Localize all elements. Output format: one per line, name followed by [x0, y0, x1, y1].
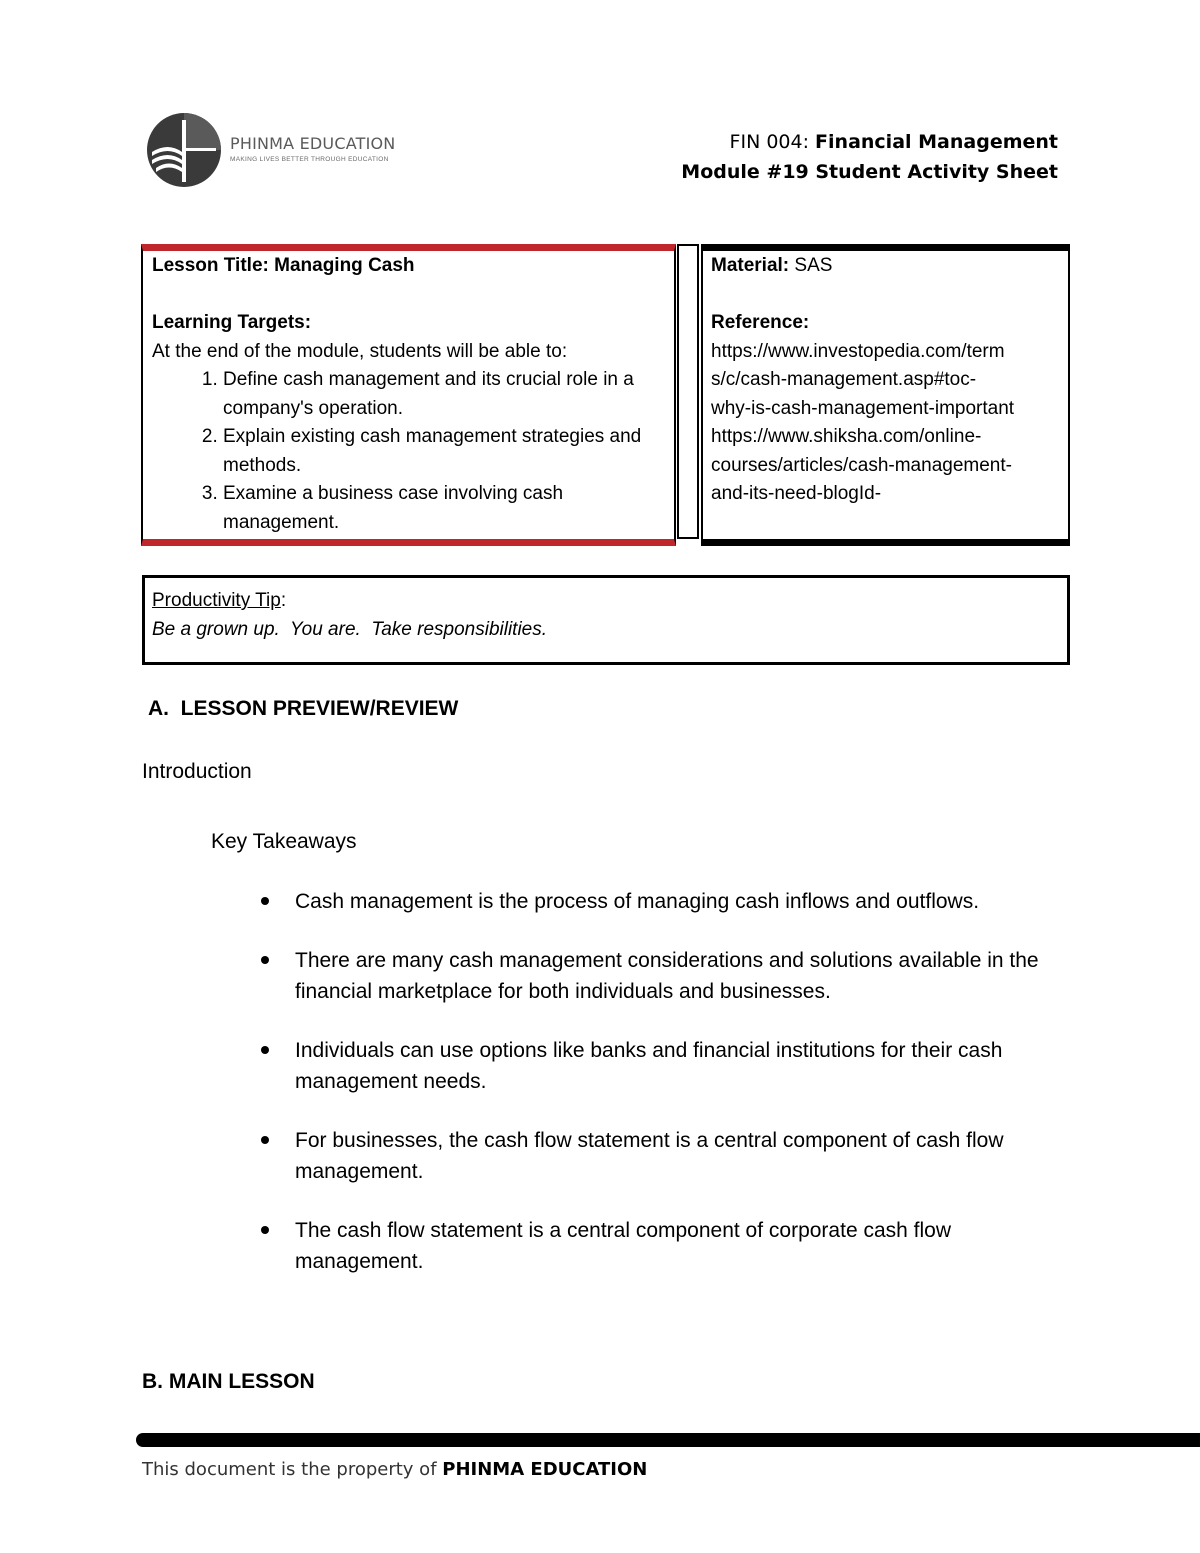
- bullet-icon: [261, 1136, 269, 1144]
- reference-line[interactable]: https://www.shiksha.com/online-: [711, 426, 982, 447]
- logo-tagline: MAKING LIVES BETTER THROUGH EDUCATION: [230, 156, 389, 163]
- footer-divider: [136, 1433, 1200, 1447]
- lesson-title-value: Managing Cash: [274, 255, 415, 276]
- material-content: [711, 252, 1066, 509]
- takeaway-item: [261, 1125, 1051, 1187]
- reference-line[interactable]: and-its-need-blogId-: [711, 483, 882, 504]
- logo-name: PHINMA EDUCATION: [230, 134, 396, 153]
- takeaway-text: Individuals can use options like banks and financial institutions for their cash management needs.: [295, 1039, 1003, 1093]
- learning-targets-list: [152, 366, 672, 537]
- footer: [142, 1459, 647, 1480]
- footer-owner: PHINMA EDUCATION: [442, 1459, 648, 1480]
- bullet-icon: [261, 1046, 269, 1054]
- takeaway-text: Cash management is the process of managing cash inflows and outflows.: [295, 890, 980, 913]
- takeaway-item: [261, 1035, 1051, 1097]
- reference-line[interactable]: why-is-cash-management-important: [711, 397, 1015, 419]
- takeaway-text: The cash flow statement is a central component of corporate cash flow management.: [295, 1219, 951, 1273]
- learning-target: 3. Examine a business case involving cash management.: [223, 480, 672, 537]
- material: [711, 252, 1066, 281]
- productivity-tip-text: Be a grown up. You are. Take responsibilities.: [152, 618, 548, 640]
- takeaway-text: There are many cash management considerations and solutions available in the financial marketplace for both individuals and businesses.: [295, 949, 1039, 1003]
- takeaway-item: [261, 945, 1051, 1007]
- section-a-heading: A. LESSON PREVIEW/REVIEW: [148, 697, 459, 720]
- key-takeaways-title: Key Takeaways: [211, 830, 357, 853]
- introduction-label: Introduction: [142, 760, 252, 783]
- reference-line[interactable]: s/c/cash-management.asp#toc-: [711, 369, 977, 390]
- course-code: FIN 004:: [729, 131, 809, 153]
- bullet-icon: [261, 956, 269, 964]
- key-takeaways-list: [261, 886, 1051, 1305]
- course-name: Financial Management: [815, 131, 1058, 153]
- learning-target: 2. Explain existing cash management strategies and methods.: [223, 423, 672, 480]
- reference-label: Reference:: [711, 312, 810, 333]
- reference-line[interactable]: https://www.investopedia.com/term: [711, 340, 1005, 362]
- phinma-logo-icon: [146, 112, 222, 188]
- productivity-tip-colon: :: [280, 590, 287, 611]
- reference-line[interactable]: courses/articles/cash-management-: [711, 454, 1012, 476]
- module-title: Module #19 Student Activity Sheet: [681, 161, 1058, 183]
- course-title: [730, 131, 1058, 153]
- learning-targets-label: Learning Targets:: [152, 312, 312, 333]
- learning-target: 1. Define cash management and its crucial role in a company's operation.: [223, 366, 672, 423]
- takeaway-item: [261, 1215, 1051, 1277]
- productivity-tip: [152, 587, 547, 644]
- productivity-tip-label: Productivity Tip: [152, 590, 281, 611]
- lesson-title-label: Lesson Title:: [152, 255, 269, 276]
- lesson-title: [152, 252, 672, 281]
- takeaway-text: For businesses, the cash flow statement is a central component of cash flow management.: [295, 1129, 1004, 1183]
- footer-text: This document is the property of: [142, 1459, 437, 1480]
- material-value: SAS: [794, 255, 833, 276]
- section-b-heading: B. MAIN LESSON: [142, 1370, 315, 1393]
- takeaway-item: [261, 886, 1051, 917]
- bullet-icon: [261, 897, 269, 905]
- learning-targets-intro: At the end of the module, students will be able to:: [152, 340, 568, 362]
- material-label: Material:: [711, 255, 790, 276]
- lesson-content: [152, 252, 672, 537]
- bullet-icon: [261, 1226, 269, 1234]
- phinma-logo: [146, 112, 406, 192]
- box-spacer: [677, 244, 699, 539]
